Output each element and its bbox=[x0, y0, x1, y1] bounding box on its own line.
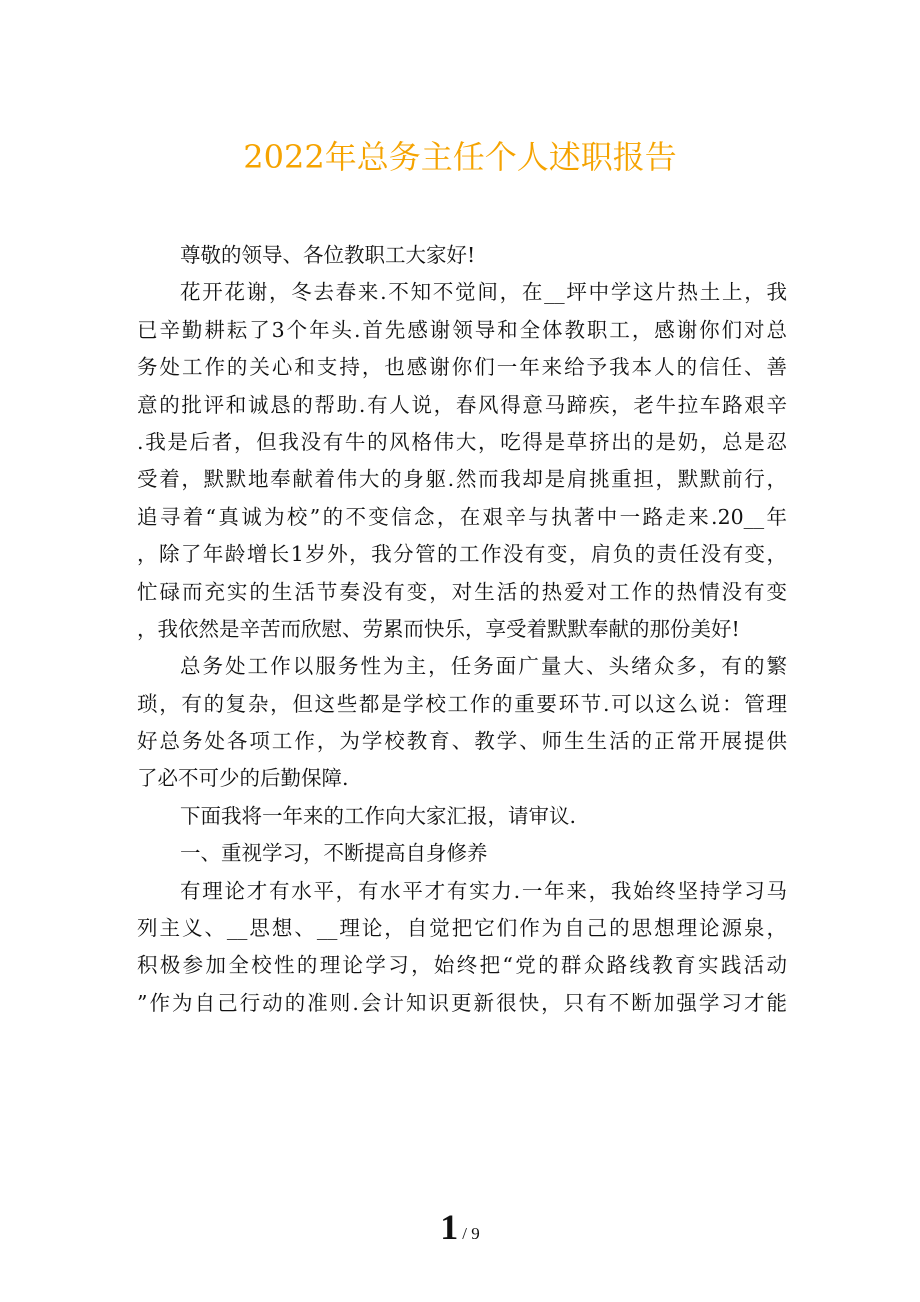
text-line: 花开花谢，冬去春来.不知不觉间，在__坪中学这片热土上，我 bbox=[180, 280, 787, 305]
text-line: 意的批评和诚恳的帮助.有人说，春风得意马蹄疾，老牛拉车路艰辛 bbox=[137, 392, 787, 417]
document-title: 2022年总务主任个人述职报告 bbox=[243, 138, 677, 177]
text-line: 已辛勤耕耘了3个年头.首先感谢领导和全体教职工，感谢你们对总 bbox=[137, 317, 787, 342]
text-line: .我是后者，但我没有牛的风格伟大，吃得是草挤出的是奶，总是忍 bbox=[137, 429, 787, 454]
text-line: 下面我将一年来的工作向大家汇报，请审议. bbox=[180, 803, 577, 828]
text-line: 总务处工作以服务性为主，任务面广量大、头绪众多，有的繁 bbox=[180, 654, 787, 679]
page-number bbox=[0, 1206, 920, 1248]
text-line: 追寻着“真诚为校”的不变信念，在艰辛与执著中一路走来.20__年 bbox=[137, 504, 787, 529]
text-line: 列主义、__思想、__理论，自觉把它们作为自己的思想理论源泉， bbox=[137, 916, 787, 941]
text-line: ，除了年龄增长1岁外，我分管的工作没有变，肩负的责任没有变， bbox=[137, 542, 787, 567]
text-line: ”作为自己行动的准则.会计知识更新很快，只有不断加强学习才能 bbox=[137, 990, 787, 1015]
text-line: 务处工作的关心和支持，也感谢你们一年来给予我本人的信任、善 bbox=[137, 355, 787, 380]
text-line: 好总务处各项工作，为学校教育、教学、师生生活的正常开展提供 bbox=[137, 729, 787, 754]
text-line: 琐，有的复杂，但这些都是学校工作的重要环节.可以这么说：管理 bbox=[137, 691, 787, 716]
text-line: 有理论才有水平，有水平才有实力.一年来，我始终坚持学习马 bbox=[180, 878, 787, 903]
text-line: 忙碌而充实的生活节奏没有变，对生活的热爱对工作的热情没有变 bbox=[137, 579, 787, 604]
text-line: 受着，默默地奉献着伟大的身躯.然而我却是肩挑重担，默默前行， bbox=[137, 467, 787, 492]
text-line: 尊敬的领导、各位教职工大家好! bbox=[180, 243, 476, 267]
total-pages: / 9 bbox=[462, 1224, 480, 1243]
current-page: 1 bbox=[440, 1207, 459, 1247]
text-line: 积极参加全校性的理论学习，始终把“党的群众路线教育实践活动 bbox=[137, 953, 787, 978]
text-line: ，我依然是辛苦而欣慰、劳累而快乐，享受着默默奉献的那份美好! bbox=[137, 616, 740, 641]
text-line: 一、重视学习，不断提高自身修养 bbox=[180, 841, 488, 866]
text-line: 了必不可少的后勤保障. bbox=[137, 766, 349, 791]
document-body bbox=[137, 237, 787, 1022]
